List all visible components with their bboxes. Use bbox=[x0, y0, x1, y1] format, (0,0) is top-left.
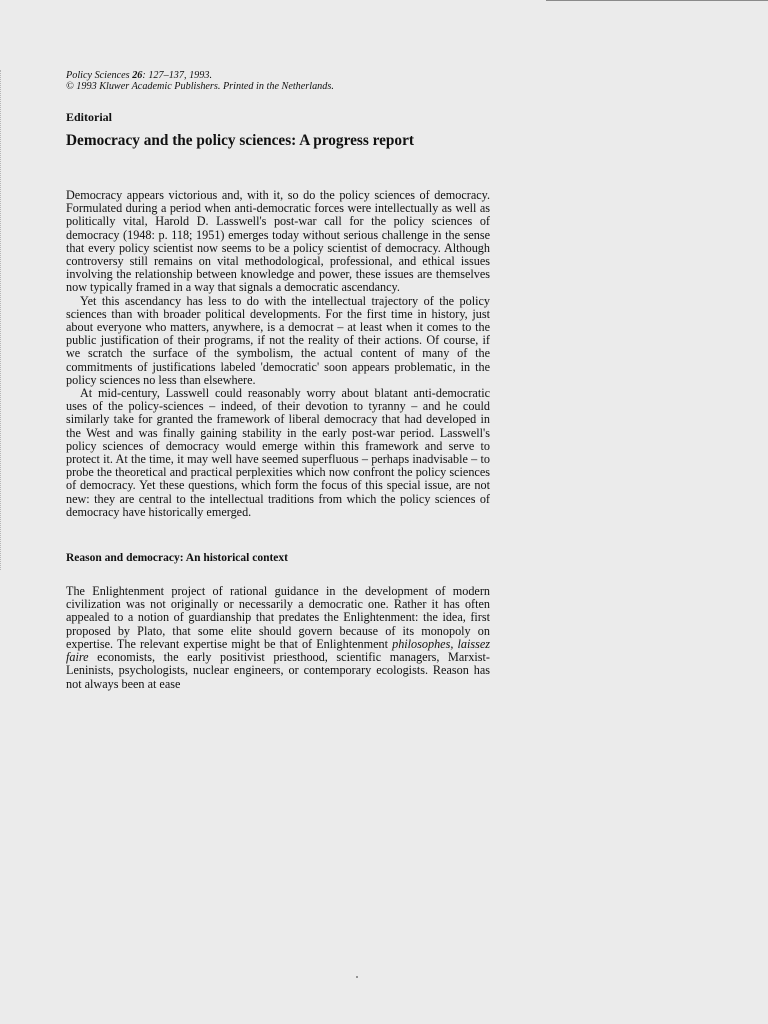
journal-pages: : 127–137, 1993. bbox=[142, 70, 212, 81]
article-title: Democracy and the policy sciences: A progress report bbox=[66, 132, 414, 149]
scan-left-margin-marks bbox=[0, 70, 4, 570]
section-label: Editorial bbox=[66, 110, 113, 124]
paragraph-1: Democracy appears victorious and, with it, so do the policy sciences of democracy. Formulated during a period when anti-democratic forces were intellectually as well as politically vital, Harold D. Lasswell's post-war call for the policy sciences of democracy (1948: p. 118; 1951) emerges today without serious challenge in the sense that every policy scientist now seems to be a policy scientist of democracy. Although controversy still remains on vital methodological, professional, and ethical issues involving the relationship between knowledge and power, these issues are themselves now typically framed in a way that signals a democratic ascendancy. bbox=[66, 188, 490, 295]
article-content bbox=[66, 70, 490, 691]
journal-volume: 26 bbox=[132, 70, 143, 81]
scan-speck bbox=[356, 976, 358, 978]
citation-line-1 bbox=[66, 70, 490, 81]
italic-laissez-faire: laissez faire bbox=[66, 636, 490, 665]
scan-edge-line bbox=[546, 0, 768, 1]
section-heading: Reason and democracy: An historical context bbox=[66, 552, 288, 565]
paragraph-2: Yet this ascendancy has less to do with the intellectual trajectory of the policy sciences than with broader political developments. For the first time in history, just about everyone who matters, anywhere, is a democrat – at least when it comes to the public justification of their programs, if not the reality of their actions. Of course, if we scratch the surface of the symbolism, the actual content of many of the commitments of justifications labeled 'democratic' soon appears problematic, in the policy sciences no less than elsewhere. bbox=[66, 293, 490, 387]
section-body bbox=[66, 585, 490, 691]
journal-name: Policy Sciences bbox=[66, 70, 130, 81]
paragraph-4 bbox=[66, 585, 490, 691]
journal-citation bbox=[66, 70, 490, 92]
paragraph-4-text-a: The Enlightenment project of rational guidance in the development of modern civilization was not originally or necessarily a democratic one. Rather it has often appealed to a notion of guardianship that predates the Enlightenment: the idea, first proposed by Plato, that some elite should govern because of its monopoly on expertise. The relevant expertise might be that of Enlightenment bbox=[66, 584, 490, 651]
intro-body bbox=[66, 189, 490, 519]
italic-philosophes: philosophes, bbox=[392, 636, 454, 651]
paragraph-3: At mid-century, Lasswell could reasonably worry about blatant anti-democratic uses of the policy-sciences – indeed, of their devotion to tyranny – and he could similarly take for granted the framework of liberal democracy that had developed in the West and was finally gaining stability in the early post-war period. Lasswell's policy sciences of democracy would emerge within this framework and serve to protect it. At the time, it may well have seemed superfluous – perhaps inadvisable – to probe the theoretical and practical perplexities which now confront the policy sciences of democracy. Yet these questions, which form the focus of this special issue, are not new: they are central to the intellectual traditions from which the policy sciences of democracy have historically emerged. bbox=[66, 386, 490, 519]
paragraph-4-text-b: economists, the early positivist priesthood, scientific managers, Marxist-Leninists, psychologists, nuclear engineers, or contemporary ecologists. Reason has not always been at ease bbox=[66, 650, 490, 691]
copyright-line: © 1993 Kluwer Academic Publishers. Printed in the Netherlands. bbox=[66, 81, 334, 92]
